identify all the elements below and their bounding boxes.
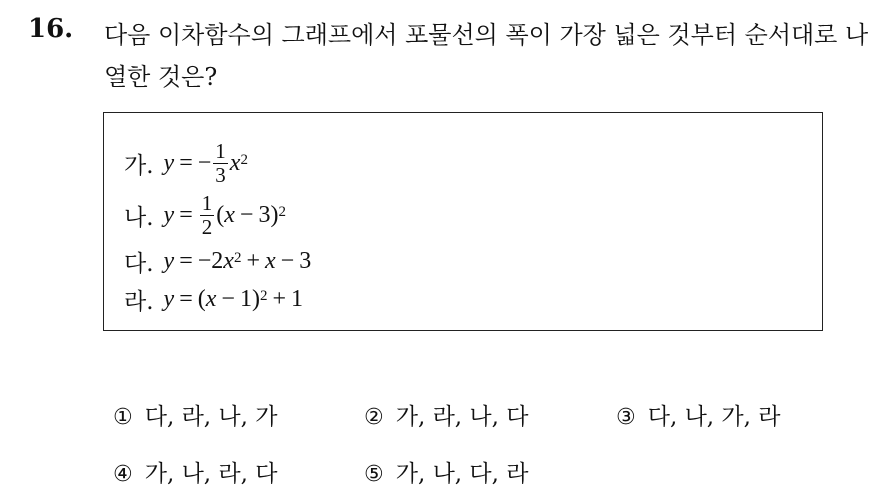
close-paren: ) xyxy=(270,202,279,228)
item-ra xyxy=(124,283,303,316)
choice-text: 가, 나, 라, 다 xyxy=(144,461,278,487)
numerator: 1 xyxy=(201,191,213,215)
close-paren: ) xyxy=(251,286,260,312)
equation-ga: y = − $\frac{1}{3}$ x $^2$ xyxy=(163,139,248,187)
choice-text: 가, 나, 다, 라 xyxy=(395,461,529,487)
minus-sign: − xyxy=(221,286,235,312)
choice-mark: ⑤ xyxy=(364,462,384,487)
item-ga xyxy=(124,141,248,186)
plus-sign: + xyxy=(246,248,260,274)
plus-sign: + xyxy=(272,286,286,312)
question-text: 다음 이차함수의 그래프에서 포물선의 폭이 가장 넓은 것부터 순서대로 나열한 것은? xyxy=(104,21,869,91)
var-x: x xyxy=(223,248,234,274)
item-label: 가. xyxy=(124,153,154,179)
negative-sign: − xyxy=(197,150,212,176)
equation-da: y = −2 x $^2$ + x − 3 xyxy=(163,248,312,274)
choice-mark: ④ xyxy=(113,462,133,487)
coefficient: −2 xyxy=(197,248,224,274)
equals-sign: = xyxy=(179,286,193,312)
choice-mark: ② xyxy=(364,405,384,430)
item-na xyxy=(124,193,286,238)
equals-sign: = xyxy=(179,202,193,228)
denominator: 3 xyxy=(215,163,226,187)
fraction xyxy=(200,193,215,238)
item-label: 라. xyxy=(124,289,154,315)
var-y: y xyxy=(163,286,175,312)
equation-na: y = $\frac{1}{2}$ ( x − 3 ) $^2$ xyxy=(163,191,286,239)
choice-text: 다, 라, 나, 가 xyxy=(144,404,278,430)
var-x: x xyxy=(229,150,241,176)
choice-3[interactable] xyxy=(616,398,780,431)
constant: 1 xyxy=(239,286,252,312)
choice-5[interactable] xyxy=(364,455,528,488)
choice-2[interactable] xyxy=(364,398,528,431)
item-label: 다. xyxy=(124,251,154,277)
var-x: x xyxy=(224,202,235,228)
choice-mark: ① xyxy=(113,405,133,430)
constant: 3 xyxy=(299,248,312,274)
denominator: 2 xyxy=(201,215,213,239)
minus-sign: − xyxy=(280,248,295,274)
var-y: y xyxy=(163,248,175,274)
var-y: y xyxy=(163,150,175,176)
minus-sign: − xyxy=(239,202,254,228)
equation-ra: y = ( x − 1 ) $^2$ + 1 xyxy=(163,286,303,312)
numerator: 1 xyxy=(215,139,226,163)
choice-text: 다, 나, 가, 라 xyxy=(647,404,781,430)
fraction xyxy=(213,141,228,186)
choice-1[interactable] xyxy=(113,398,277,431)
choice-mark: ③ xyxy=(616,405,636,430)
constant: 1 xyxy=(290,286,303,312)
constant: 3 xyxy=(258,202,271,228)
var-x: x xyxy=(205,286,217,312)
open-paren: ( xyxy=(197,286,206,312)
options-box xyxy=(103,112,823,331)
open-paren: ( xyxy=(216,202,225,228)
choice-4[interactable] xyxy=(113,455,277,488)
var-x: x xyxy=(264,248,276,274)
question-number: 16. xyxy=(28,14,74,44)
var-y: y xyxy=(163,202,175,228)
item-da xyxy=(124,245,311,278)
choice-text: 가, 라, 나, 다 xyxy=(395,404,529,430)
equals-sign: = xyxy=(179,248,193,274)
equals-sign: = xyxy=(179,150,193,176)
item-label: 나. xyxy=(124,205,154,231)
